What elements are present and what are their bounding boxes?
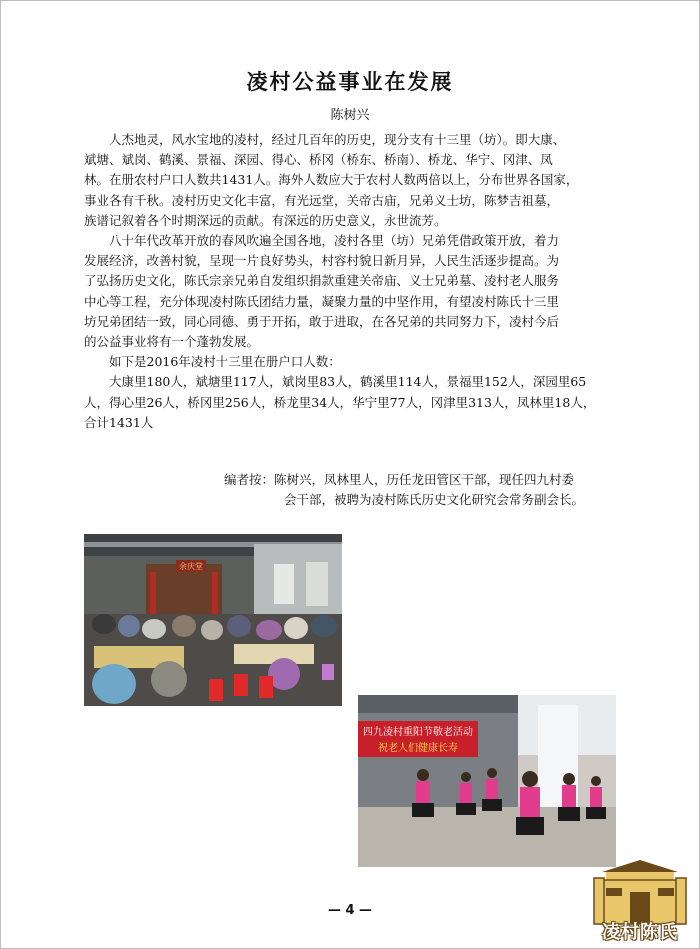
article-body [84,130,624,433]
dance-photo [358,695,616,867]
text-line: 如下是2016年凌村十三里在册户口人数： [109,354,341,370]
page-title: 凌村公益事业在发展 [246,69,454,94]
text-line: 了弘扬历史文化，陈氏宗亲兄弟自发组织捐款重建关帝庙、义士兄弟墓、凌村老人服务 [84,273,560,289]
text-line: 大康里180人，斌塘里117人，斌岗里83人，鹤溪里114人，景福里152人，深园里65 [109,374,587,390]
text-line: 族谱记叙着各个时期深远的贡献。有深远的历史意义，永世流芳。 [84,212,447,228]
editor-note-line: 编者按：陈树兴，凤林里人，历任龙田管区干部，现任四九村委 [224,472,575,487]
paragraph-1 [84,130,624,231]
text-line: 人，得心里26人，桥冈里256人，桥龙里34人，华宁里77人，冈津里313人，凤林里18人， [84,394,596,410]
hall-sign: 余庆堂 [179,562,203,571]
village-logo [592,858,688,944]
banner-text-top: 四九凌村重阳节敬老活动 [363,727,473,738]
logo-text: 凌村陈氏 [602,922,678,943]
banquet-scene-image [84,534,342,706]
banner-text-bottom: 祝老人们健康长寿 [378,743,458,754]
banquet-photo [84,534,342,706]
paragraph-3 [84,352,624,433]
text-line: 人杰地灵，风水宝地的凌村，经过几百年的历史，现分支有十三里（坊）。即大康、 [109,132,566,147]
text-line: 八十年代改革开放的春风吹遍全国各地，凌村各里（坊）兄弟凭借政策开放，着力 [109,233,560,249]
author: 陈树兴 [330,108,370,123]
text-line: 发展经济，改善村貌，呈现一片良好势头，村容村貌日新月异，人民生活逐步提高。为 [84,253,560,269]
text-line: 斌塘、斌岗、鹤溪、景福、深园、得心、桥冈（桥东、桥南）、桥龙、华宁、冈津、凤 [84,152,553,168]
text-line: 林。在册农村户口人数共1431人。海外人数应大于农村人数两倍以上，分布世界各国家， [84,172,579,188]
text-line: 中心等工程，充分体现凌村陈氏团结力量，凝聚力量的中坚作用，有望凌村陈氏十三里 [84,293,560,309]
text-line: 合计1431人 [84,414,154,430]
paragraph-2 [84,231,624,352]
dance-scene-image [358,695,616,867]
text-line: 坊兄弟团结一致，同心同德、勇于开拓，敢于进取，在各兄弟的共同努力下，凌村今后 [84,313,560,329]
text-line: 的公益事业将有一个蓬勃发展。 [84,334,260,350]
text-line: 事业各有千秋。凌村历史文化丰富，有光远堂，关帝古庙，兄弟义士坊，陈梦吉祖墓， [84,192,560,208]
page-number: — 4 — [327,903,373,918]
editor-note [224,470,634,510]
editor-note-line: 会干部，被聘为凌村陈氏历史文化研究会常务副会长。 [284,492,585,508]
